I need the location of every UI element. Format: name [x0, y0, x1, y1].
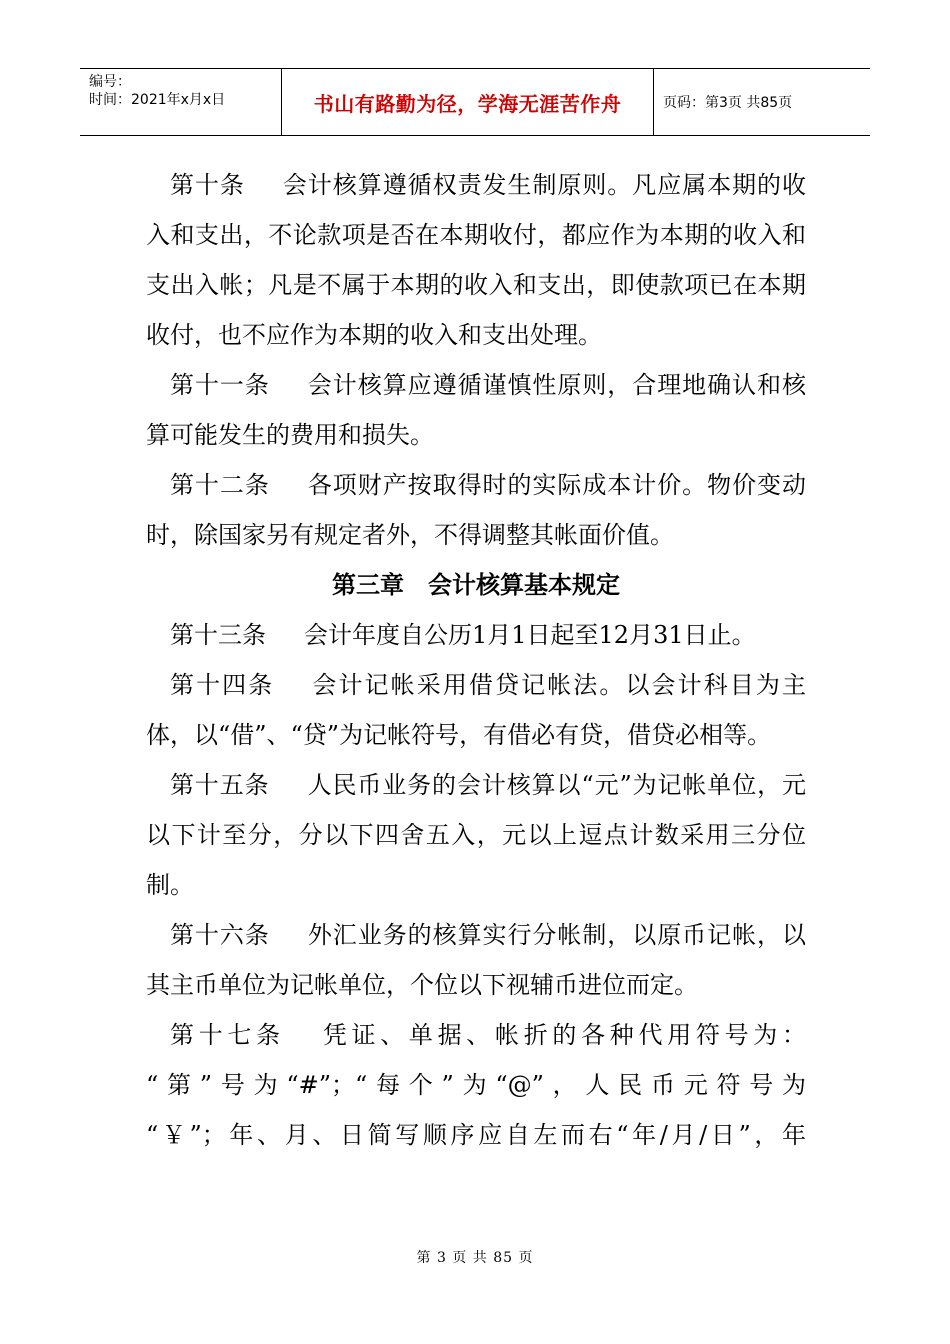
doc-time-label: 时间：2021年x月x日 — [89, 92, 226, 108]
article-13 — [146, 610, 806, 660]
header-meta — [80, 69, 282, 135]
article-17-line-2: “第”号为“#”；“每个”为“@”，人民币元符号为 — [146, 1071, 806, 1099]
article-11 — [146, 360, 806, 460]
article-title: 第十七条 — [170, 1021, 285, 1049]
article-10 — [146, 160, 806, 360]
header-page-cell — [654, 69, 870, 135]
document-body — [146, 160, 806, 1160]
article-text: 会计年度自公历1月1日起至12月31日止。 — [304, 621, 756, 649]
article-text: 会计记帐采用借贷记帐法。以会计科目为主体，以“借”、“贷”为记帐符号，有借必有贷，借贷必相等。 — [146, 671, 807, 749]
chapter-heading: 第三章 会计核算基本规定 — [332, 571, 620, 599]
article-title: 第十五条 — [170, 771, 270, 799]
article-text: 外汇业务的核算实行分帐制，以原币记帐，以其主币单位为记帐单位，个位以下视辅币进位而定。 — [146, 921, 807, 999]
article-title: 第十二条 — [170, 471, 270, 499]
article-title: 第十一条 — [170, 371, 270, 399]
article-12 — [146, 460, 806, 560]
article-14 — [146, 660, 806, 760]
header-page-info: 页码：第3页 共85页 — [663, 95, 793, 111]
article-text: 凭证、单据、帐折的各种代用符号为： — [322, 1021, 807, 1049]
article-title: 第十四条 — [170, 671, 275, 699]
article-17 — [146, 1010, 806, 1060]
article-text: 各项财产按取得时的实际成本计价。物价变动时，除国家另有规定者外，不得调整其帐面价值。 — [146, 471, 807, 549]
page-header — [80, 68, 870, 136]
article-17-line-3: “￥”；年、月、日简写顺序应自左而右“年/月/日”，年 — [146, 1121, 806, 1149]
article-text: 会计核算遵循权责发生制原则。凡应属本期的收入和支出，不论款项是否在本期收付，都应作为本期的收入和支出入帐；凡是不属于本期的收入和支出，即使款项已在本期收付，也不应作为本期的收入和支出处理。 — [146, 171, 807, 349]
header-motto-cell — [282, 69, 654, 135]
article-title: 第十六条 — [170, 921, 270, 949]
article-title: 第十条 — [170, 171, 245, 199]
article-15 — [146, 760, 806, 910]
doc-number-label: 编号： — [89, 74, 131, 90]
page-footer: 第 3 页 共 85 页 — [416, 1250, 534, 1266]
article-text: 人民币业务的会计核算以“元”为记帐单位，元以下计至分，分以下四舍五入，元以上逗点计数采用三分位制。 — [146, 771, 806, 899]
article-title: 第十三条 — [170, 621, 266, 649]
article-text: 会计核算应遵循谨慎性原则，合理地确认和核算可能发生的费用和损失。 — [146, 371, 807, 449]
article-16 — [146, 910, 806, 1010]
header-motto: 书山有路勤为径，学海无涯苦作舟 — [313, 91, 622, 116]
